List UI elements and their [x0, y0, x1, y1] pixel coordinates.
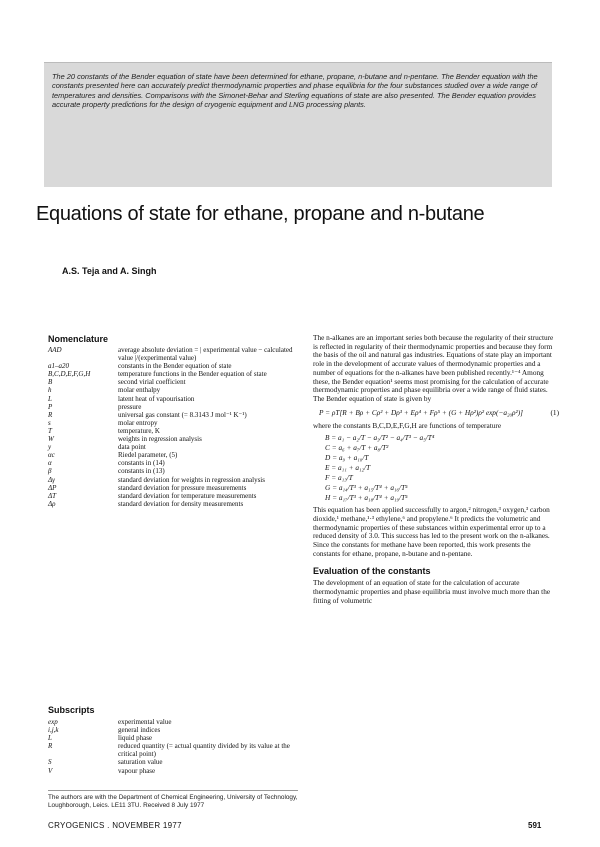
body-paragraph: where the constants B,C,D,E,F,G,H are functions of temperature	[313, 420, 502, 430]
definition-row	[48, 467, 300, 475]
definition-row	[48, 718, 300, 726]
symbol: Δγ	[48, 475, 55, 484]
bender-equation	[319, 408, 559, 418]
definition: reduced quantity (= actual quantity divided by its value at the critical point)	[118, 742, 290, 759]
definition-row	[48, 476, 300, 484]
definition: temperature functions in the Bender equation of state	[118, 370, 267, 379]
symbol: i,j,k	[48, 726, 59, 735]
symbol: y	[48, 443, 52, 452]
definition-row	[48, 734, 300, 742]
definition-row	[48, 395, 300, 403]
definition: Riedel parameter, (5)	[118, 451, 178, 460]
definition-row	[48, 484, 300, 492]
symbol: αc	[48, 451, 55, 460]
body-paragraph: The development of an equation of state for the calculation of accurate thermodynamic properties and phase equilibria must involve much more than the fitting of volumetric	[313, 578, 551, 605]
subscripts-list	[48, 718, 300, 775]
definition: constants in (14)	[118, 459, 165, 468]
definition: standard deviation for pressure measurements	[118, 483, 247, 492]
body-column	[313, 334, 559, 605]
definition-row	[48, 742, 300, 758]
definition-row	[48, 758, 300, 766]
author-footnote: The authors are with the Department of Chemical Engineering, University of Technology, Loughborough, Leics. LE11 3TU. Received 8 July 1977	[48, 790, 298, 809]
temperature-function: C = a₆ + a₇/T + a₈/T²	[325, 443, 389, 453]
symbol: exp	[48, 718, 58, 726]
definition-row	[48, 500, 300, 508]
definition-row	[48, 459, 300, 467]
temperature-function: D = a₉ + a₁₀/T	[325, 453, 369, 463]
symbol: B,C,D,E,F,G,H	[48, 370, 91, 379]
subscripts-heading: Subscripts	[48, 705, 95, 715]
symbol: h	[48, 386, 52, 395]
definition-row	[48, 370, 300, 378]
temperature-function: E = a₁₁ + a₁₂/T	[325, 463, 371, 473]
definition-row	[48, 435, 300, 443]
definition-row	[48, 346, 300, 362]
temperature-function: B = a₁ − a₂/T − a₃/T² − a₄/T³ − a₅/T⁴	[325, 433, 435, 443]
symbol: AAD	[48, 346, 62, 354]
definition: second virial coefficient	[118, 378, 186, 387]
definition: experimental value	[118, 718, 172, 726]
definition: liquid phase	[118, 734, 153, 743]
symbol: a1–a20	[48, 362, 69, 371]
definition: molar entropy	[118, 418, 158, 427]
definition-row	[48, 443, 300, 451]
definition: standard deviation for weights in regression analysis	[118, 475, 265, 484]
page-number: 591	[528, 821, 542, 830]
definition: data point	[118, 443, 146, 452]
symbol: ΔP	[48, 483, 57, 492]
paper-title: Equations of state for ethane, propane and n-butane	[36, 203, 485, 225]
definition: constants in the Bender equation of state	[118, 362, 232, 371]
body-paragraph: The n-alkanes are an important series both because the regularity of their structure is reflected in regularity of their thermodynamic properties and because they form the basis of the oil and natural gas industries. Equations of state play an important role in the development of accurate values of thermodynamic properties and a number of equations for the n-alkanes have been published recently.¹⁻⁴ Among these, the Bender equation¹ seems most promising for the calculation of accurate thermodynamic properties and phase equilibria over a wide range of fluid states. The Bender equation of state is given by	[313, 333, 554, 403]
definition-row	[48, 726, 300, 734]
temperature-functions	[325, 433, 559, 503]
nomenclature-heading: Nomenclature	[48, 334, 109, 344]
temperature-function: G = a₁₄/T³ + a₁₅/T⁴ + a₁₆/T⁵	[325, 483, 408, 493]
symbol: β	[48, 467, 52, 476]
definition: vapour phase	[118, 766, 156, 775]
definition: general indices	[118, 726, 161, 735]
definition-row	[48, 451, 300, 459]
symbol: W	[48, 435, 54, 444]
symbol: R	[48, 742, 53, 751]
definition-row	[48, 403, 300, 411]
definition-row	[48, 378, 300, 386]
body-paragraph: This equation has been applied successfully to argon,² nitrogen,³ oxygen,³ carbon dioxide,¹ methane,¹·³ ethylene,⁶ and propylene.⁶ It predicts the volumetric and thermodynamic properties of these substances within experimental error up to a reduced density of 3.0. This success has led to the present work on the n-alkanes. Since the constants for methane have been reported, this work presents the constants for ethane, propane, n-butane and n-pentane.	[313, 505, 550, 558]
definition: standard deviation for density measurements	[118, 499, 244, 508]
definition-row	[48, 386, 300, 394]
temperature-function: H = a₁₇/T³ + a₁₈/T⁴ + a₁₉/T⁵	[325, 493, 408, 503]
definition: molar enthalpy	[118, 386, 161, 395]
symbol: B	[48, 378, 53, 387]
symbol: α	[48, 459, 52, 468]
symbol: s	[48, 418, 51, 427]
definition: latent heat of vapourisation	[118, 394, 195, 403]
symbol: L	[48, 394, 52, 403]
section-heading: Evaluation of the constants	[313, 565, 431, 576]
definition-row	[48, 411, 300, 419]
definition: universal gas constant (= 8.3143 J mol⁻¹ K⁻¹)	[118, 410, 247, 419]
symbol: P	[48, 402, 53, 411]
definition-row	[48, 362, 300, 370]
definition: saturation value	[118, 758, 163, 767]
symbol: L	[48, 734, 52, 743]
symbol: ΔT	[48, 491, 57, 500]
journal-footer: CRYOGENICS . NOVEMBER 1977	[48, 821, 182, 830]
symbol: R	[48, 410, 53, 419]
symbol: V	[48, 766, 53, 775]
definition-row	[48, 419, 300, 427]
definition: constants in (13)	[118, 467, 165, 476]
definition-row	[48, 767, 300, 775]
definition-row	[48, 492, 300, 500]
abstract: The 20 constants of the Bender equation of state have been determined for ethane, propane, n-butane and n-pentane. The Bender equation with the constants presented here can accurately predict thermodynamic properties and phase equilibria for the four substances studied over a wide range of temperatures and densities. Comparisons with the Simonet-Behar and Sterling equations of state are also presented. The Bender equation provides accurate property predictions for the design of cryogenic equipment and LNG processing plants.	[52, 72, 538, 109]
symbol: S	[48, 758, 52, 767]
nomenclature-list	[48, 346, 300, 508]
definition: standard deviation for temperature measurements	[118, 491, 257, 500]
symbol: Δρ	[48, 499, 56, 508]
definition: average absolute deviation = | experimental value − calculated value |/(experimental value)	[118, 346, 293, 363]
authors: A.S. Teja and A. Singh	[62, 266, 157, 276]
definition-row	[48, 427, 300, 435]
definition: weights in regression analysis	[118, 435, 202, 444]
definition: temperature, K	[118, 426, 160, 435]
equation-number: (1)	[550, 407, 559, 417]
temperature-function: F = a₁₃/T	[325, 473, 353, 483]
symbol: T	[48, 426, 52, 435]
equation-text: P = ρT[R + Bρ + Cρ² + Dρ³ + Eρ⁴ + Fρ⁵ + (G + Hρ²)ρ² exp(−a₂₀ρ²)]	[319, 407, 523, 417]
definition: pressure	[118, 402, 142, 411]
